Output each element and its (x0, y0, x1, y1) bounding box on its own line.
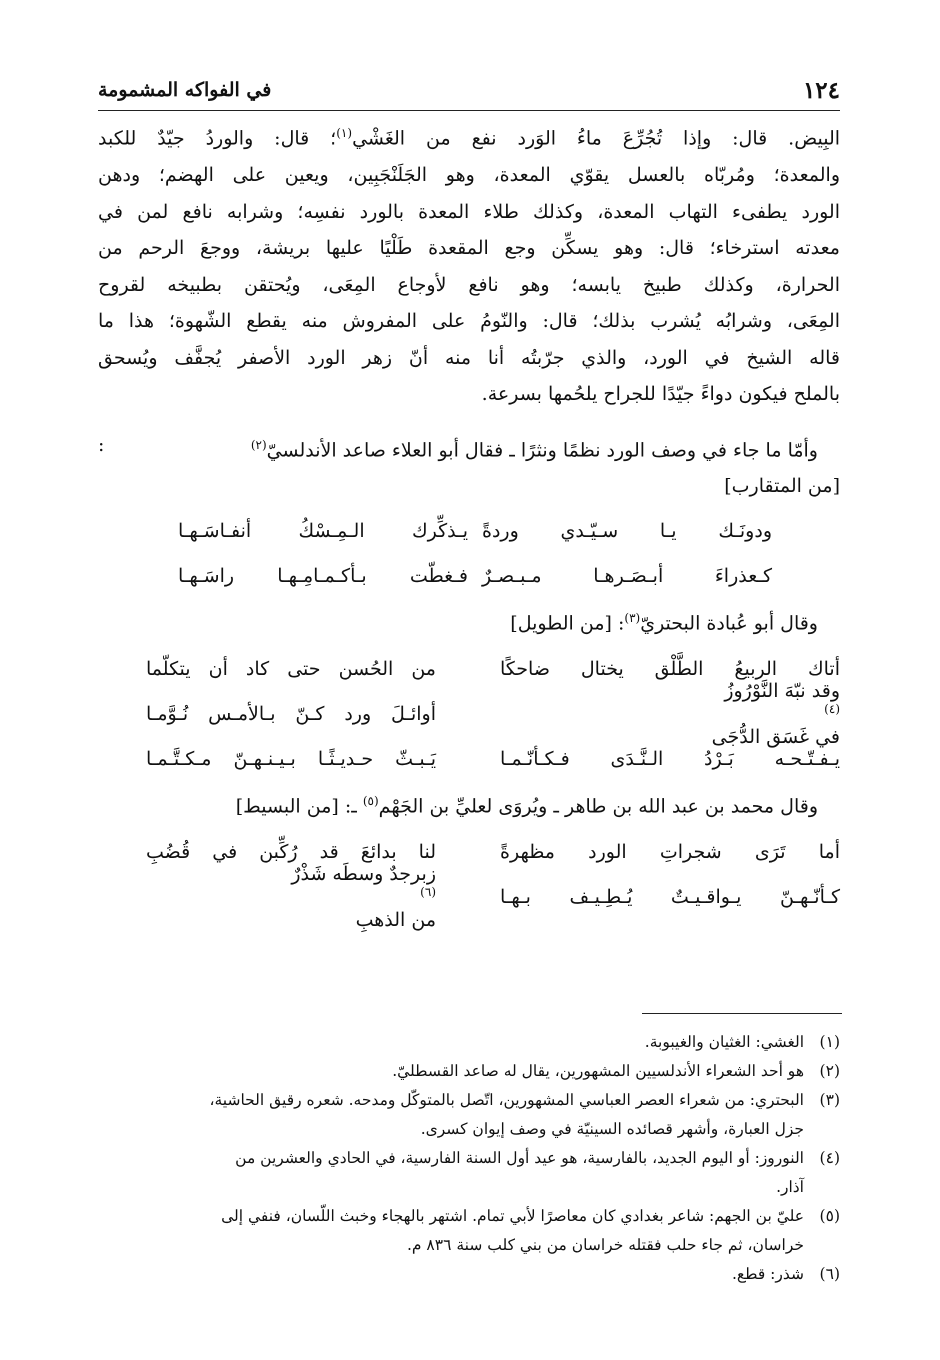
footnote: (٦) شذر: قطع. (731, 1265, 840, 1283)
paragraph-line: الورد يطفىء التهاب المعدة، وكذلك طلاء المعدة بالورد نفسِه؛ وشرابه نافع لمن في (98, 200, 840, 223)
footnote-separator (642, 1013, 842, 1014)
poem-2 (98, 646, 840, 781)
paragraph-line: المِعَى، وشرابُه يُشرب بذلك؛ قال: والنّومُ على المفروش منه يقطع الشّهوة؛ هذا ما (98, 310, 840, 333)
running-title: في الفواكه المشمومة (98, 79, 272, 101)
hemistich: وقد نبّهَ النَّوْرُوزُ $^{(٤)}$ في غَسَق الدُّجَى (711, 680, 840, 748)
narration-line: وقال محمد بن عبد الله بن طاهر ـ ويُروَى لعليِّ بن الجَهْم$^{(٥)}$ ـ: [من البسيط] (235, 793, 818, 818)
intro-line: وأمّا ما جاء في وصف الورد نظمًا ونثرًا ـ فقال أبو العلاء صاعد الأندلسيّ$^{(٢)}$ : (98, 434, 818, 462)
hemistich: أوائـلَ ورد كـنّ بـالأمـس نُـوَّمـا (146, 702, 436, 725)
hemistich: من الحُسن حتى كاد أن يتكلّما (146, 657, 436, 680)
page-header (98, 70, 840, 111)
verse (98, 863, 840, 931)
hemistich: أتاك الربيعُ الطَّلْق يختال ضاحكًا (500, 657, 840, 680)
verse (98, 680, 840, 748)
paragraph-line: البِيض. قال: وإذا تُجُرِّعَ ماءُ الوَرد نفع من الغَشْي$^{(١)}$؛ قال: والوردُ جيّدٌ للكبد (98, 126, 841, 150)
hemistich: فـغطّت بـأكـمـامِـهـا راسَـهـا (178, 564, 468, 587)
hemistich: يَـبـثّ حـديـثًـا بـيـنـهـنّ مـكـتَّـمـا (146, 747, 436, 770)
hemistich: يـفـتّـحـه بَـرْدُ الـنَّـدَى فـكـأنّـمـا (500, 747, 840, 770)
intro-paragraph (98, 427, 840, 504)
hemistich: لنا بدائعَ قد رُكِّبن في قُضُبِ (146, 840, 436, 863)
paragraph-line: بالملح فيكون دواءً جيّدًا للجراح يلحُمها بسرعة. (481, 383, 840, 406)
verse (98, 508, 840, 553)
hemistich: ودونَـك يـا سـيّـدي وردةً (482, 519, 772, 542)
verse (98, 553, 840, 598)
page (98, 70, 841, 931)
page-number: ١٢٤ (802, 76, 840, 104)
hemistich: كـعذراءَ أبـصَـرهـا مـبـصـرٌ (482, 564, 772, 587)
paragraph-line: والمعدة؛ ومُربّاه بالعسل يقوّي المعدة، وهو الجَلَنْجَبِين، ويعين على الهضم؛ ودهن (98, 163, 840, 186)
paragraph-line: قاله الشيخ في الورد، والذي جرّبتُه أنا منه أنّ زهر الورد الأصفر يُجفَّف ويُسحق (98, 346, 840, 369)
footnote: (٣) البحتري: من شعراء العصر العباسي المشهورين، اتّصل بالمتوكّل ومدحه. شعره رقيق الحاشية، جزل العبارة، وأشهر قصائده السينيّة في وصف إيوان كسرى. (209, 1091, 840, 1138)
hemistich: زبرجدٌ وسطَه شَذْرٌ $^{(٦)}$ من الذهبِ (291, 863, 436, 931)
paragraph-1 (98, 115, 840, 413)
meter-label: [من المتقارب] (724, 475, 840, 498)
footnote: (١) الغشي: الغثيان والغيبوبة. (644, 1033, 840, 1051)
hemistich: يـذكِّرك الـمِـسْكُ أنفـاسَـهـا (178, 519, 468, 542)
narration-line: وقال أبو عُبادة البحتريّ$^{(٣)}$: [من الطويل] (510, 610, 818, 635)
poem-1 (98, 508, 840, 598)
hemistich: كـأنّـهـنّ يـواقـيـتٌ يُـطِـيـف بـهـا (500, 885, 840, 908)
paragraph-line: معدته استرخاء؛ قال: وهو يسكِّن وجع المقعدة طَلْيًا عليها بريشة، ووجعَ الرحم من (98, 237, 840, 260)
footnote: (٤) النوروز: أو اليوم الجديد، بالفارسية، هو عيد أول السنة الفارسية، في الحادي والعشرين من آذار. (235, 1149, 840, 1196)
hemistich: أما تَرَى شجراتِ الورد مظهرةً (500, 840, 840, 863)
paragraph-line: الحرارة، وكذلك طبيخ يابسه؛ وهو نافع لأوجاع المِعَى، ويُحتقن بطبيخه لقروح (98, 273, 840, 296)
footnote: (٥) عليّ بن الجهم: شاعر بغدادي كان معاصرًا لأبي تمام. اشتهر بالهجاء وخبث اللّسان، فنفي إلى خراسان، ثم جاء حلب فقتله خراسان من بني كلب سنة ٨٣٦ م. (221, 1207, 840, 1254)
poem-3 (98, 829, 840, 931)
footnotes (98, 1028, 840, 1289)
footnote: (٢) هو أحد الشعراء الأندلسيين المشهورين، يقال له صاعد القسطليّ. (392, 1062, 840, 1080)
